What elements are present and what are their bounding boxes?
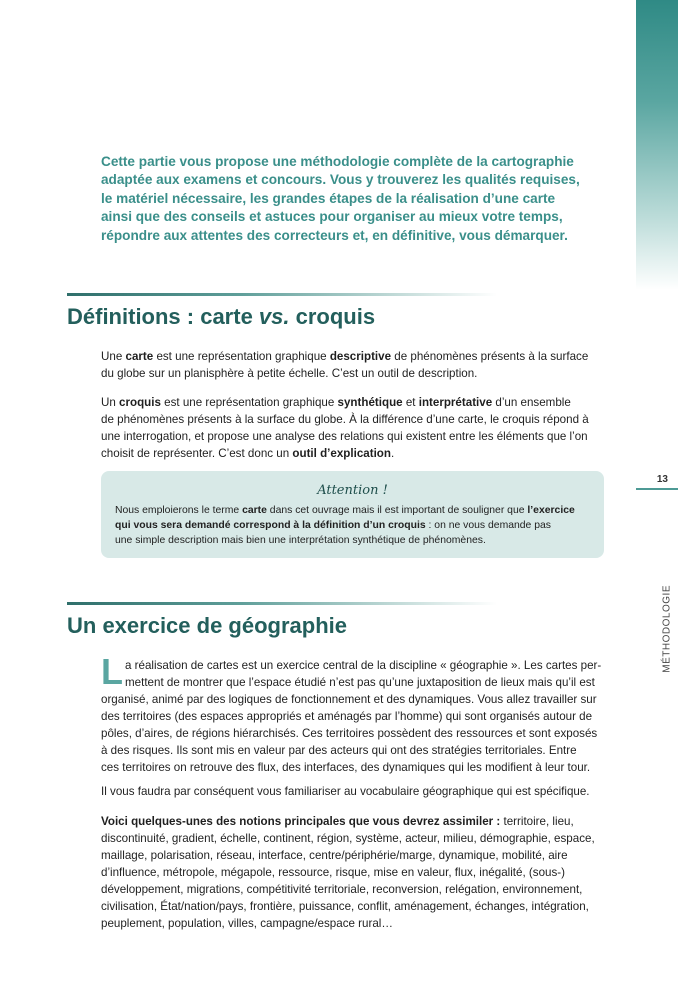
text: et — [402, 396, 419, 409]
text: : on ne vous demande pas — [425, 520, 551, 531]
intro-line: ainsi que des conseils et astuces pour organiser au mieux votre temps, — [101, 209, 563, 225]
text-line: maillage, polarisation, réseau, interface, centre/périphérie/marge, dynamique, mobilité, aire — [101, 849, 568, 862]
text-line: pôles, d’aires, de régions hiérarchisés. Ces territoires possèdent des ressources et sont exposés — [101, 727, 598, 740]
text-line: Il vous faudra par conséquent vous familiariser au vocabulaire géographique qui est spécifique. — [101, 785, 590, 798]
text: d’un ensemble — [492, 396, 571, 409]
bold-term: qui vous sera demandé correspond à la définition d’un croquis — [115, 520, 426, 531]
intro-line: répondre aux attentes des correcteurs et, en définitive, vous démarquer. — [101, 227, 568, 243]
title-text: Définitions : carte — [67, 304, 259, 329]
text-line: une interrogation, et propose une analyse des relations qui existent entre les éléments que l’on — [101, 430, 588, 443]
text-line: du globe sur un planisphère à petite échelle. C’est un outil de description. — [101, 367, 478, 380]
title-italic: vs. — [258, 304, 290, 329]
section-rule — [67, 293, 497, 296]
text-line: peuplement, population, villes, campagne/espace rural… — [101, 917, 393, 930]
side-divider — [636, 488, 678, 490]
bold-term: synthétique — [337, 396, 403, 409]
text-line: d’influence, métropole, mégapole, ressource, risque, mise en valeur, flux, inégalité, (sous-) — [101, 866, 565, 879]
bold-term: l’exercice — [527, 505, 575, 516]
notions-paragraph — [101, 813, 611, 932]
text: de phénomènes présents à la surface — [391, 350, 589, 363]
section-rule — [67, 602, 497, 605]
text: est une représentation graphique — [153, 350, 330, 363]
text: Un — [101, 396, 120, 409]
definition-carte-paragraph — [101, 348, 611, 382]
side-color-tab — [636, 0, 678, 290]
side-section-label: MÉTHODOLOGIE — [662, 585, 673, 673]
text-line: à des risques. Ils sont mis en valeur par des acteurs qui ont des stratégies territoriales. Entre — [101, 744, 577, 757]
intro-line: le matériel nécessaire, les grandes étapes de la réalisation d’une carte — [101, 190, 556, 206]
attention-callout — [101, 471, 604, 558]
title-text: croquis — [289, 304, 376, 329]
bold-term: descriptive — [329, 350, 392, 363]
text: dans cet ouvrage mais il est important de souligner que — [266, 505, 528, 516]
bold-term: carte — [125, 350, 154, 363]
text: Une — [101, 350, 126, 363]
page-number: 13 — [656, 474, 668, 485]
text: . — [390, 447, 395, 460]
callout-title: Attention ! — [317, 483, 388, 498]
bold-term: carte — [242, 505, 267, 516]
text-line: ces territoires on retrouve des flux, des interfaces, des dynamiques qui les modifient à leur tour. — [101, 761, 591, 774]
exercise-paragraph — [101, 657, 611, 776]
intro-paragraph — [101, 153, 611, 245]
text-line: civilisation, État/nation/pays, frontière, puissance, conflit, aménagement, échanges, intégration, — [101, 900, 589, 913]
text-line: développement, migrations, compétitivité territoriale, reconversion, relégation, environnement, — [101, 883, 583, 896]
text-line: organisé, animé par des logiques de fonctionnement et des dynamiques. Vous allez travailler sur — [101, 693, 597, 706]
text: est une représentation graphique — [160, 396, 338, 409]
definition-croquis-paragraph — [101, 394, 611, 462]
text-line: a réalisation de cartes est un exercice central de la discipline « géographie ». Les cartes per- — [125, 659, 602, 672]
vocabulary-paragraph — [101, 783, 611, 800]
section-title-definitions — [67, 304, 375, 330]
intro-line: Cette partie vous propose une méthodologie complète de la cartographie — [101, 154, 574, 169]
bold-term: interprétative — [418, 396, 493, 409]
bold-term: outil d’explication — [292, 447, 391, 460]
text: choisit de représenter. C’est donc un — [101, 447, 293, 460]
drop-cap: L — [101, 651, 123, 692]
text-line: une simple description mais bien une interprétation synthétique de phénomènes. — [115, 535, 486, 546]
text: Nous emploierons le terme — [115, 505, 243, 516]
text-line: de phénomènes présents à la surface du globe. À la différence d’une carte, le croquis répond à — [101, 413, 589, 426]
text: territoire, lieu, — [500, 815, 574, 828]
bold-term: croquis — [119, 396, 161, 409]
bold-term: Voici quelques-unes des notions principales que vous devrez assimiler : — [101, 815, 501, 828]
text-line: mettent de montrer que l’espace étudié n’est pas qu’une juxtaposition de lieux mais qu’il est — [125, 676, 595, 689]
callout-body — [115, 503, 595, 548]
text-line: des territoires (des espaces appropriés et aménagés par l’homme) qui sont organisés autour de — [101, 710, 593, 723]
text-line: discontinuité, gradient, échelle, continent, région, système, acteur, milieu, démographie, espace, — [101, 832, 595, 845]
section-title-geographie: Un exercice de géographie — [67, 613, 347, 638]
intro-line: adaptée aux examens et concours. Vous y trouverez les qualités requises, — [101, 172, 580, 188]
